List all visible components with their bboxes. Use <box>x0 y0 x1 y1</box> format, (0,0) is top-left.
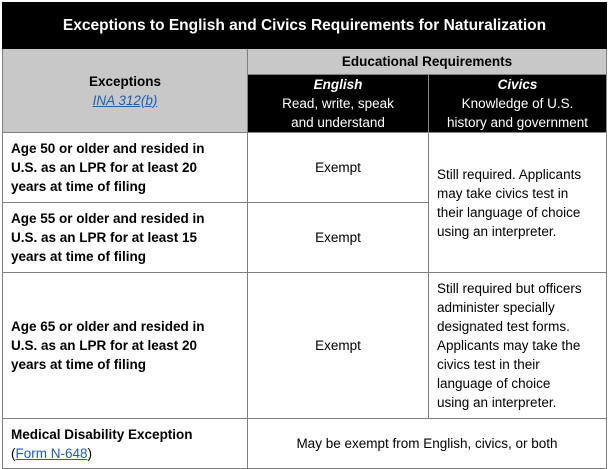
exception-medical-disability <box>3 419 248 469</box>
civics-text: administer specially <box>437 300 555 315</box>
exception-text: years at time of filing <box>11 357 147 372</box>
exception-age-65 <box>3 273 248 419</box>
english-age-65: Exempt <box>248 273 429 419</box>
civics-header-cell <box>429 75 607 133</box>
civics-text: civics test in their <box>437 357 540 372</box>
english-header-title: English <box>313 77 363 92</box>
civics-age-50-55 <box>429 133 607 273</box>
civics-text: designated test forms. <box>437 319 570 334</box>
exceptions-header-cell <box>3 49 248 133</box>
exception-text: years at time of filing <box>11 249 147 264</box>
civics-text: Still required but officers <box>437 281 582 296</box>
civics-header-title: Civics <box>497 77 538 92</box>
exceptions-table <box>2 2 607 469</box>
exception-text: Age 50 or older and resided in <box>11 141 205 156</box>
civics-text: their language of choice <box>437 204 581 220</box>
table-title: Exceptions to English and Civics Requirements for Naturalization <box>3 3 607 49</box>
table-row <box>3 133 607 203</box>
civics-age-65 <box>429 273 607 419</box>
exception-age-55 <box>3 203 248 273</box>
english-header-cell <box>248 75 429 133</box>
civics-text: using an interpreter. <box>437 223 557 239</box>
table-row <box>3 419 607 469</box>
exception-text: U.S. as an LPR for at least 15 <box>11 230 198 245</box>
exception-text: years at time of filing <box>11 179 147 194</box>
english-age-55: Exempt <box>248 203 429 273</box>
english-age-50: Exempt <box>248 133 429 203</box>
paren-open: ( <box>11 445 16 461</box>
exception-text: Age 65 or older and resided in <box>11 319 205 334</box>
english-header-desc-2: and understand <box>291 115 385 130</box>
ina-312b-link[interactable]: INA 312(b) <box>92 92 158 108</box>
exception-text: U.S. as an LPR for at least 20 <box>11 338 198 353</box>
paren-close: ) <box>87 445 93 461</box>
civics-text: Applicants may take the <box>437 338 581 353</box>
exception-age-50 <box>3 133 248 203</box>
civics-header-desc-1: Knowledge of U.S. <box>461 96 574 111</box>
civics-header-desc-2: history and government <box>446 115 589 130</box>
medical-outcome: May be exempt from English, civics, or both <box>248 419 607 469</box>
civics-text: Still required. Applicants <box>437 166 582 182</box>
exceptions-header-label: Exceptions <box>88 73 162 89</box>
educational-requirements-header: Educational Requirements <box>248 49 607 75</box>
civics-text: using an interpreter. <box>437 395 557 410</box>
exception-text: U.S. as an LPR for at least 20 <box>11 160 198 175</box>
civics-text: language of choice <box>437 376 551 391</box>
medical-exception-label: Medical Disability Exception <box>11 426 193 442</box>
english-header-desc-1: Read, write, speak <box>282 96 394 111</box>
form-n648-link[interactable]: Form N-648 <box>15 445 88 461</box>
table-row <box>3 273 607 419</box>
civics-text: may take civics test in <box>437 185 569 201</box>
exception-text: Age 55 or older and resided in <box>11 211 205 226</box>
